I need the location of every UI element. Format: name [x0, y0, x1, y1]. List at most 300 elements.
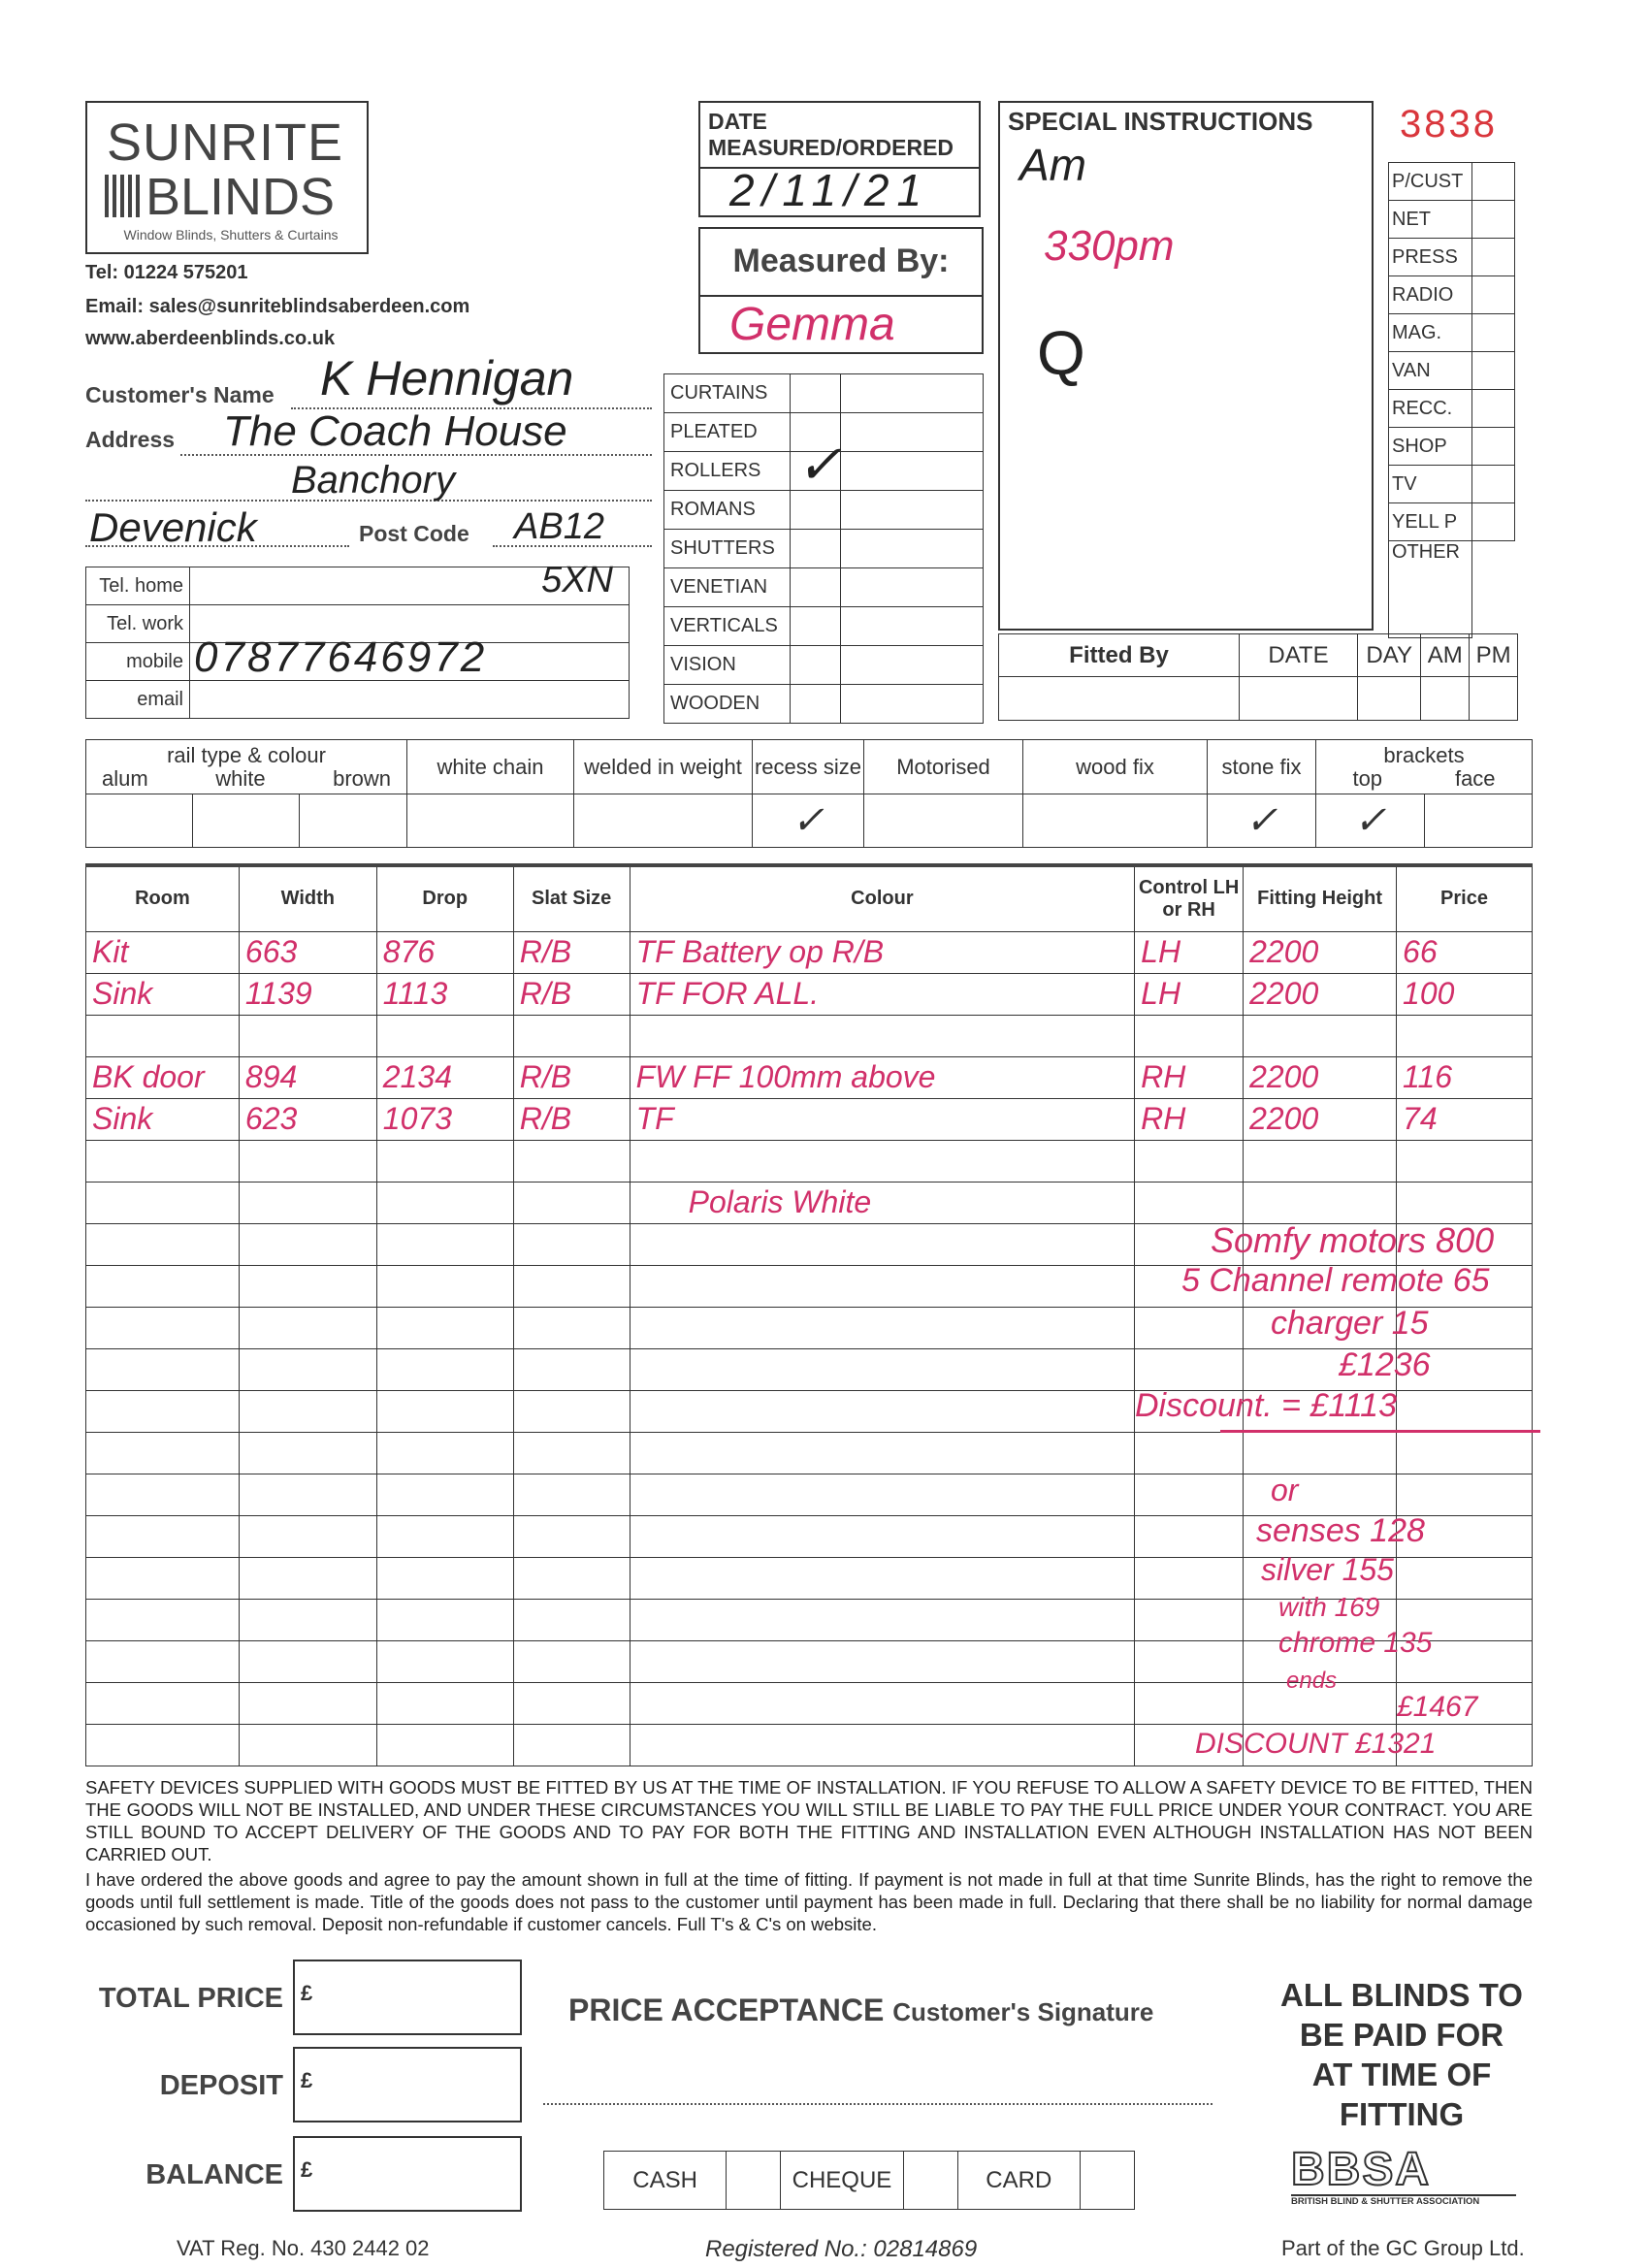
source-checkbox[interactable]: [1472, 503, 1515, 541]
product-row: [664, 530, 984, 568]
table-cell[interactable]: [376, 1682, 513, 1724]
table-cell[interactable]: [239, 1474, 376, 1515]
table-cell[interactable]: [239, 1223, 376, 1265]
product-row: [664, 491, 984, 530]
table-cell[interactable]: [1397, 1140, 1533, 1182]
table-cell[interactable]: [1244, 1432, 1397, 1474]
table-cell[interactable]: [86, 1348, 240, 1390]
product-notes[interactable]: [841, 607, 984, 646]
table-cell[interactable]: [86, 1015, 240, 1056]
notice-line: FITTING: [1339, 2096, 1465, 2132]
table-cell[interactable]: [239, 1265, 376, 1307]
cell-value: 2200: [1249, 1058, 1319, 1094]
table-cell[interactable]: [86, 1432, 240, 1474]
table-cell[interactable]: [376, 1724, 513, 1766]
table-cell[interactable]: [630, 931, 1135, 973]
phone-row: [86, 643, 630, 681]
column-header: Price: [1397, 865, 1533, 931]
cell-value: TF FOR ALL.: [635, 975, 820, 1011]
column-header: Colour: [630, 865, 1135, 931]
table-cell[interactable]: [86, 1056, 240, 1098]
table-cell[interactable]: [239, 1307, 376, 1348]
stone-fix-label: stone fix: [1208, 740, 1316, 794]
bbsa-subtitle: BRITISH BLIND & SHUTTER ASSOCIATION: [1291, 2194, 1516, 2207]
fit-am-label: AM: [1421, 634, 1470, 677]
table-cell[interactable]: [513, 1015, 630, 1056]
table-cell[interactable]: [513, 1390, 630, 1432]
price-note: silver 155: [1261, 1552, 1394, 1587]
source-label: SHOP: [1389, 428, 1472, 466]
fit-pm-field[interactable]: [1470, 677, 1518, 721]
product-checkbox[interactable]: [791, 374, 841, 413]
product-label: ROLLERS: [664, 452, 791, 491]
fitted-by-table: [998, 633, 1518, 721]
price-acceptance-title: PRICE ACCEPTANCE: [568, 1993, 885, 2027]
product-checkbox[interactable]: [791, 685, 841, 724]
total-field[interactable]: £: [293, 2047, 522, 2122]
table-cell[interactable]: [376, 1015, 513, 1056]
table-cell[interactable]: [239, 1056, 376, 1098]
table-cell[interactable]: [513, 1098, 630, 1140]
table-cell[interactable]: [376, 1265, 513, 1307]
table-cell[interactable]: [1397, 1056, 1533, 1098]
source-checkbox[interactable]: [1472, 390, 1515, 428]
table-cell[interactable]: [1135, 1348, 1244, 1390]
table-cell[interactable]: [513, 1432, 630, 1474]
special-note[interactable]: Q: [1037, 318, 1085, 388]
cell-value: 663: [244, 933, 298, 969]
phone-value-text: 5XN: [541, 560, 613, 600]
source-label: PRESS: [1389, 239, 1472, 276]
table-cell[interactable]: [630, 1515, 1135, 1557]
cell-value: 2134: [382, 1058, 452, 1094]
table-cell[interactable]: [513, 1724, 630, 1766]
price-note: senses 128: [1256, 1512, 1425, 1549]
table-cell[interactable]: [513, 1682, 630, 1724]
fit-date-label: DATE: [1240, 634, 1358, 677]
table-cell[interactable]: [513, 1265, 630, 1307]
table-cell[interactable]: [513, 1056, 630, 1098]
source-checkbox[interactable]: [1472, 314, 1515, 352]
motorised-label: Motorised: [864, 740, 1023, 794]
phone-value-text: 07877646972: [194, 633, 488, 681]
source-checkbox[interactable]: [1472, 428, 1515, 466]
top-label: top: [1352, 765, 1383, 791]
table-cell[interactable]: [1397, 1432, 1533, 1474]
product-checkbox[interactable]: [791, 646, 841, 685]
table-cell[interactable]: [376, 1348, 513, 1390]
payment-notice: [1261, 1975, 1542, 2134]
table-cell[interactable]: [376, 931, 513, 973]
source-checkbox[interactable]: [1472, 541, 1515, 638]
notice-line: BE PAID FOR: [1299, 2017, 1504, 2053]
address-line-2[interactable]: Banchory: [291, 459, 455, 502]
vat-number: VAT Reg. No. 430 2442 02: [177, 2236, 430, 2260]
table-cell[interactable]: [239, 1557, 376, 1599]
table-cell[interactable]: [630, 1098, 1135, 1140]
white-field[interactable]: [193, 794, 300, 848]
table-cell[interactable]: [630, 1223, 1135, 1265]
notice-line: ALL BLINDS TO: [1280, 1977, 1523, 2013]
table-cell[interactable]: [376, 1557, 513, 1599]
table-cell[interactable]: [239, 1140, 376, 1182]
recess-size-tick[interactable]: ✓: [753, 794, 864, 848]
source-label: MAG.: [1389, 314, 1472, 352]
customer-name[interactable]: K Hennigan: [320, 351, 574, 405]
total-field[interactable]: £: [293, 2136, 522, 2212]
table-cell[interactable]: [1397, 1098, 1533, 1140]
table-row: [86, 1182, 1533, 1223]
table-cell[interactable]: [630, 1056, 1135, 1098]
table-cell[interactable]: [376, 1599, 513, 1640]
date-value[interactable]: 2/11/21: [729, 165, 930, 215]
source-row: [1389, 503, 1515, 541]
table-cell[interactable]: [513, 1140, 630, 1182]
product-notes[interactable]: [841, 568, 984, 607]
logo-text: BLINDS: [146, 168, 336, 226]
website[interactable]: www.aberdeenblinds.co.uk: [85, 328, 336, 349]
payment-method-label: CHEQUE: [781, 2152, 903, 2210]
table-cell[interactable]: [86, 1140, 240, 1182]
table-cell[interactable]: [239, 1182, 376, 1223]
table-cell[interactable]: [376, 1432, 513, 1474]
table-cell[interactable]: [239, 1682, 376, 1724]
table-row: [86, 1098, 1533, 1140]
white-label: white: [215, 765, 266, 791]
table-cell[interactable]: [1397, 1182, 1533, 1223]
payment-terms: I have ordered the above goods and agree to pay the amount shown in full at the time of fitting. If payment is not made in full at that time Sunrite Blinds, has the right to remove the goods until full settlement is made. Title of the goods does not pass to the customer until payment has been made in full. Declaring that there shall be no liability for normal damage occasioned by such removal. Deposit non-refundable if customer cancels. Full T's & C's on website.: [85, 1869, 1533, 1934]
stone-fix-tick[interactable]: ✓: [1208, 794, 1316, 848]
alum-field[interactable]: [86, 794, 193, 848]
table-cell[interactable]: [513, 931, 630, 973]
special-instructions-label: SPECIAL INSTRUCTIONS: [1008, 107, 1313, 136]
table-cell[interactable]: [1397, 1474, 1533, 1515]
product-notes[interactable]: [841, 413, 984, 452]
signature-label: Customer's Signature: [892, 1997, 1154, 2026]
table-cell[interactable]: [630, 1265, 1135, 1307]
table-cell[interactable]: [1397, 931, 1533, 973]
table-cell[interactable]: [1244, 1474, 1397, 1515]
table-cell[interactable]: [376, 1182, 513, 1223]
table-cell[interactable]: [630, 1557, 1135, 1599]
bracket-top-tick[interactable]: ✓: [1316, 794, 1425, 848]
table-cell[interactable]: [239, 1432, 376, 1474]
table-cell[interactable]: [630, 1182, 1135, 1223]
source-row: [1389, 466, 1515, 503]
table-cell[interactable]: [1135, 1474, 1244, 1515]
table-cell[interactable]: [1135, 1098, 1244, 1140]
table-cell[interactable]: [86, 1307, 240, 1348]
table-cell[interactable]: [513, 1515, 630, 1557]
price-note: charger 15: [1271, 1305, 1429, 1342]
measured-by-value[interactable]: Gemma: [729, 299, 895, 350]
table-cell[interactable]: [86, 1390, 240, 1432]
table-cell[interactable]: [513, 973, 630, 1015]
phone-label: Tel. home: [86, 567, 190, 605]
white-chain-field[interactable]: [407, 794, 574, 848]
table-cell[interactable]: [630, 1140, 1135, 1182]
table-cell[interactable]: [239, 973, 376, 1015]
table-cell[interactable]: [513, 1474, 630, 1515]
table-cell[interactable]: [1135, 1015, 1244, 1056]
table-cell[interactable]: [630, 1348, 1135, 1390]
product-notes[interactable]: [841, 374, 984, 413]
source-label: TV: [1389, 466, 1472, 503]
table-cell[interactable]: [630, 1599, 1135, 1640]
table-cell[interactable]: [513, 1640, 630, 1682]
product-row: [664, 568, 984, 607]
product-checkbox[interactable]: [791, 568, 841, 607]
check-icon: ✓: [796, 434, 842, 495]
table-cell[interactable]: [86, 1599, 240, 1640]
recess-size-label: recess size: [753, 740, 864, 794]
table-cell[interactable]: [513, 1223, 630, 1265]
source-checkbox[interactable]: [1472, 239, 1515, 276]
table-cell[interactable]: [630, 1307, 1135, 1348]
table-cell[interactable]: [630, 1474, 1135, 1515]
table-cell[interactable]: [1135, 1140, 1244, 1182]
date-label: DATE: [708, 109, 767, 134]
total-label: DEPOSIT: [159, 2070, 283, 2101]
disclaimers: [85, 1776, 1533, 1935]
product-label: WOODEN: [664, 685, 791, 724]
cell-value: 116: [1403, 1058, 1453, 1094]
table-cell[interactable]: [1135, 1432, 1244, 1474]
table-cell[interactable]: [376, 1515, 513, 1557]
source-row: [1389, 314, 1515, 352]
table-cell[interactable]: [513, 1599, 630, 1640]
phone-row: [86, 567, 630, 605]
payment-method-checkbox[interactable]: [903, 2152, 957, 2210]
telephone: Tel: 01224 575201: [85, 262, 248, 283]
table-cell[interactable]: [1135, 973, 1244, 1015]
table-cell[interactable]: [513, 1557, 630, 1599]
date-box: [698, 101, 981, 217]
table-cell[interactable]: [86, 1182, 240, 1223]
product-checkbox[interactable]: [791, 434, 842, 495]
motorised-field[interactable]: [864, 794, 1023, 848]
source-checkbox[interactable]: [1472, 352, 1515, 390]
table-cell[interactable]: [239, 1390, 376, 1432]
product-label: PLEATED: [664, 413, 791, 452]
table-cell[interactable]: [376, 1390, 513, 1432]
source-checkbox[interactable]: [1472, 466, 1515, 503]
table-cell[interactable]: [239, 1098, 376, 1140]
phone-value[interactable]: [190, 560, 630, 605]
product-checkbox[interactable]: [791, 530, 841, 568]
phone-value[interactable]: [190, 681, 630, 719]
table-cell[interactable]: [376, 1098, 513, 1140]
table-cell[interactable]: [1135, 1599, 1244, 1640]
rail-label: rail type & colour: [167, 742, 326, 767]
address-line-1[interactable]: The Coach House: [223, 407, 567, 455]
signature-line[interactable]: [543, 2103, 1212, 2105]
table-cell[interactable]: [1244, 931, 1397, 973]
fitted-by-field[interactable]: [999, 677, 1240, 721]
postcode[interactable]: AB12: [514, 506, 604, 547]
table-row: [86, 1474, 1533, 1515]
table-cell[interactable]: [86, 1265, 240, 1307]
source-label: NET: [1389, 201, 1472, 239]
table-cell[interactable]: [376, 1307, 513, 1348]
price-note: Somfy motors 800: [1211, 1220, 1495, 1260]
table-cell[interactable]: [1135, 1640, 1244, 1682]
bracket-face-field[interactable]: [1425, 794, 1533, 848]
cell-value: TF Battery op R/B: [635, 933, 885, 969]
product-notes[interactable]: [841, 685, 984, 724]
table-row: [86, 1056, 1533, 1098]
table-row: [86, 1015, 1533, 1056]
table-cell[interactable]: [376, 1640, 513, 1682]
registered-number: Registered No.: 02814869: [705, 2236, 978, 2262]
column-header: Width: [239, 865, 376, 931]
table-cell[interactable]: [1244, 1056, 1397, 1098]
table-cell[interactable]: [239, 1015, 376, 1056]
table-cell[interactable]: [513, 1182, 630, 1223]
source-label: RECC.: [1389, 390, 1472, 428]
cell-value: Sink: [92, 1100, 153, 1136]
table-cell[interactable]: [1135, 1056, 1244, 1098]
payment-method-checkbox[interactable]: [727, 2152, 781, 2210]
cell-value: Sink: [92, 975, 153, 1011]
cell-value: 2200: [1249, 933, 1319, 969]
table-cell[interactable]: [630, 1015, 1135, 1056]
table-cell[interactable]: [1244, 1182, 1397, 1223]
address-line-3[interactable]: Devenick: [89, 504, 257, 550]
source-label: P/CUST: [1389, 163, 1472, 201]
table-cell[interactable]: [1244, 1015, 1397, 1056]
table-cell[interactable]: [1135, 1515, 1244, 1557]
table-cell[interactable]: [86, 1223, 240, 1265]
table-cell[interactable]: [239, 1640, 376, 1682]
cell-value: 2200: [1249, 975, 1319, 1011]
product-label: VENETIAN: [664, 568, 791, 607]
product-row: [664, 452, 984, 491]
table-cell[interactable]: [239, 1599, 376, 1640]
table-cell[interactable]: [376, 1140, 513, 1182]
price-note: £1467: [1397, 1691, 1478, 1723]
alum-label: alum: [102, 765, 148, 791]
table-cell[interactable]: [239, 1348, 376, 1390]
table-cell[interactable]: [86, 931, 240, 973]
product-notes[interactable]: [841, 530, 984, 568]
total-label: TOTAL PRICE: [98, 1983, 283, 2014]
product-checkbox[interactable]: [791, 491, 841, 530]
product-label: ROMANS: [664, 491, 791, 530]
special-note[interactable]: 330pm: [1044, 222, 1175, 270]
table-cell[interactable]: [1397, 1557, 1533, 1599]
column-header: Room: [86, 865, 240, 931]
special-note[interactable]: Am: [1019, 140, 1086, 190]
table-cell[interactable]: [1135, 1182, 1244, 1223]
welded-field[interactable]: [574, 794, 753, 848]
fit-am-field[interactable]: [1421, 677, 1470, 721]
table-cell[interactable]: [239, 1515, 376, 1557]
fit-day-field[interactable]: [1358, 677, 1421, 721]
product-notes[interactable]: [841, 646, 984, 685]
table-cell[interactable]: [1397, 1015, 1533, 1056]
payment-method-label: CARD: [957, 2152, 1080, 2210]
table-cell[interactable]: [630, 1640, 1135, 1682]
table-cell[interactable]: [630, 1682, 1135, 1724]
table-cell[interactable]: [239, 931, 376, 973]
column-header: Drop: [376, 865, 513, 931]
table-cell[interactable]: [1135, 1557, 1244, 1599]
table-cell[interactable]: [1397, 1390, 1533, 1432]
cell-value: BK door: [92, 1058, 205, 1094]
brown-field[interactable]: [300, 794, 407, 848]
product-checkbox[interactable]: [791, 607, 841, 646]
lead-source-table: [1388, 162, 1515, 638]
wood-fix-label: wood fix: [1023, 740, 1208, 794]
product-checklist: [663, 373, 984, 724]
table-cell[interactable]: [86, 1474, 240, 1515]
column-header: Fitting Height: [1244, 865, 1397, 931]
table-cell[interactable]: [376, 1474, 513, 1515]
table-cell[interactable]: [1135, 931, 1244, 973]
cell-value: 66: [1403, 933, 1438, 969]
source-checkbox[interactable]: [1472, 276, 1515, 314]
safety-disclaimer: SAFETY DEVICES SUPPLIED WITH GOODS MUST BE FITTED BY US AT THE TIME OF INSTALLATION. IF YOU REFUSE TO ALLOW A SAFETY DEVICE TO BE FITTED, THEN THE GOODS WILL NOT BE INSTALLED, AND UNDER THESE CIRCUMSTANCES YOU WILL STILL BE LIABLE TO PAY THE FULL PRICE UNDER YOUR CONTRACT. YOU ARE STILL BOUND TO ACCEPT DELIVERY OF THE GOODS AND TO PAY FOR BOTH THE FITTING AND INSTALLATION EVEN ALTHOUGH INSTALLATION HAS NOT BEEN CARRIED OUT.: [85, 1777, 1533, 1864]
table-cell[interactable]: [630, 973, 1135, 1015]
table-cell[interactable]: [86, 1682, 240, 1724]
group-name: Part of the GC Group Ltd.: [1281, 2236, 1525, 2260]
source-checkbox[interactable]: [1472, 163, 1515, 201]
table-cell[interactable]: [1397, 973, 1533, 1015]
source-row: [1389, 541, 1515, 638]
payment-method-checkbox[interactable]: [1080, 2152, 1134, 2210]
total-field[interactable]: £: [293, 1960, 522, 2035]
source-row: [1389, 428, 1515, 466]
table-cell[interactable]: [630, 1432, 1135, 1474]
table-cell[interactable]: [513, 1348, 630, 1390]
table-cell[interactable]: [630, 1724, 1135, 1766]
table-cell[interactable]: [86, 1640, 240, 1682]
fit-date-field[interactable]: [1240, 677, 1358, 721]
table-cell[interactable]: [86, 1098, 240, 1140]
phone-row: [86, 681, 630, 719]
table-cell[interactable]: [239, 1724, 376, 1766]
wood-fix-field[interactable]: [1023, 794, 1208, 848]
source-label: RADIO: [1389, 276, 1472, 314]
table-cell[interactable]: [630, 1390, 1135, 1432]
table-cell[interactable]: [376, 973, 513, 1015]
table-cell[interactable]: [376, 1223, 513, 1265]
table-cell[interactable]: [86, 1515, 240, 1557]
table-cell[interactable]: [376, 1056, 513, 1098]
cell-value: RH: [1141, 1058, 1186, 1094]
phone-value[interactable]: [190, 633, 630, 681]
source-checkbox[interactable]: [1472, 201, 1515, 239]
table-cell[interactable]: [1244, 1140, 1397, 1182]
measured-by-label: Measured By:: [700, 229, 982, 297]
product-row: [664, 607, 984, 646]
table-cell[interactable]: [1135, 1307, 1244, 1348]
product-notes[interactable]: [841, 452, 984, 491]
table-cell[interactable]: [86, 1557, 240, 1599]
table-cell[interactable]: [1244, 1098, 1397, 1140]
company-logo: [85, 101, 369, 254]
blinds-icon: [105, 175, 144, 217]
table-cell[interactable]: [1244, 973, 1397, 1015]
table-cell[interactable]: [86, 1724, 240, 1766]
product-notes[interactable]: [841, 491, 984, 530]
table-cell[interactable]: [513, 1307, 630, 1348]
table-cell[interactable]: [1135, 1682, 1244, 1724]
table-cell[interactable]: [86, 973, 240, 1015]
cell-value: 2200: [1249, 1100, 1319, 1136]
product-label: SHUTTERS: [664, 530, 791, 568]
